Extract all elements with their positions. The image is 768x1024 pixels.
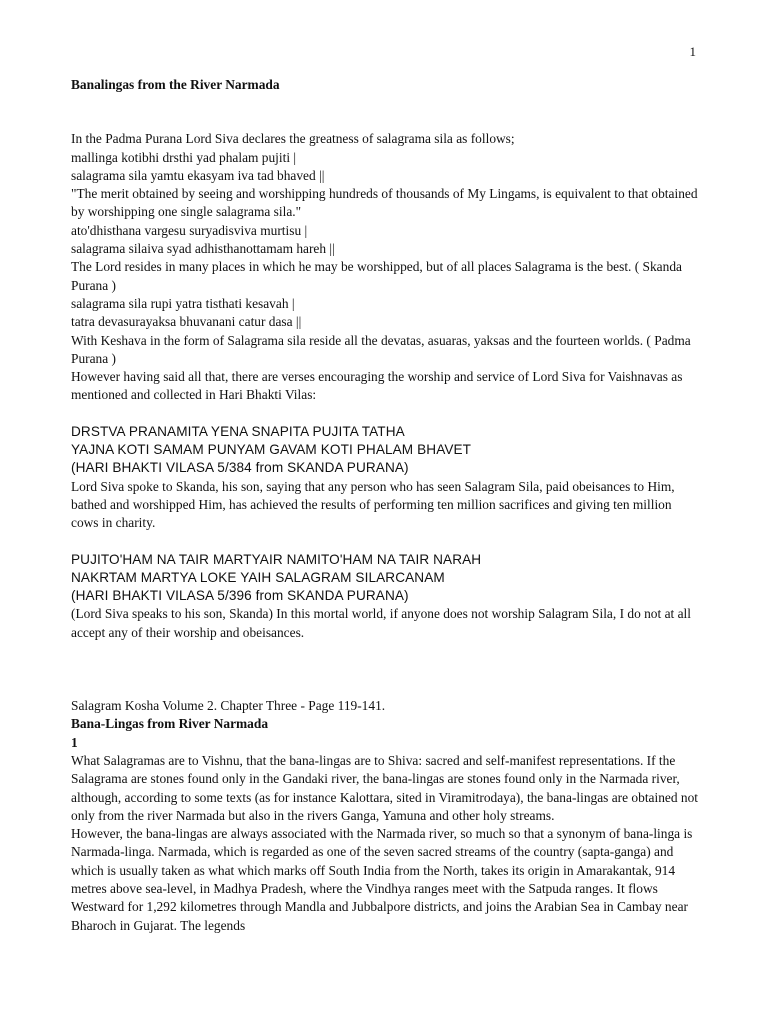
paragraph: "The merit obtained by seeing and worshipping hundreds of thousands of My Lingams, is equivalent to that obtained by worshipping one single salagrama sila." — [71, 186, 698, 220]
paragraph: However having said all that, there are verses encouraging the worship and service of Lord Siva for Vaishnavas as mentioned and collected in Hari Bhakti Vilas: — [71, 369, 683, 403]
paragraph: What Salagramas are to Vishnu, that the bana-lingas are to Shiva: sacred and self-manifest representations. If the Salagrama are stones found only in the Gandaki river, the bana-lingas are stones found only in the Narmada river, although, according to some texts (as for instance Kalottara, sited in Viramitrodaya), the bana-lingas are obtained not only from the river Narmada but also in the rivers Ganga, Yamuna and other holy streams. — [71, 752, 698, 823]
paragraph: With Keshava in the form of Salagrama sila reside all the devatas, asuaras, yaksas and the fourteen worlds. ( Padma Purana ) — [71, 332, 691, 366]
verse-translation: (Lord Siva speaks to his son, Skanda) In this mortal world, if anyone does not worship Salagram Sila, I do not at all accept any of their worship and obeisances. — [71, 606, 691, 640]
sanskrit-verse-line: PUJITO'HAM NA TAIR MARTYAIR NAMITO'HAM NA TAIR NARAH — [71, 551, 482, 567]
sanskrit-verse-line: NAKRTAM MARTYA LOKE YAIH SALAGRAM SILARCANAM — [71, 569, 445, 585]
paragraph: The Lord resides in many places in which he may be worshipped, but of all places Salagrama is the best. ( Skanda Purana ) — [71, 259, 682, 293]
section-heading: Bana-Lingas from River Narmada — [71, 716, 269, 732]
sanskrit-verse-line: YAJNA KOTI SAMAM PUNYAM GAVAM KOTI PHALAM BHAVET — [71, 442, 472, 458]
page-number: 1 — [689, 44, 696, 59]
paragraph: However, the bana-lingas are always associated with the Narmada river, so much so that a synonym of bana-linga is Narmada-linga. Narmada, which is regarded as one of the seven sacred streams of the country (sapta-ganga) and which is usually taken as what which marks off South India from the North, takes its origin in Amarakantak, 914 metres above sea-level, in Madhya Pradesh, where the Vindhya ranges meet with the Satpuda ranges. It flows Westward for 1,292 kilometres through Mandla and Jubbalpore districts, and joins the Arabian Sea in Cambay near Bharoch in Gujarat. The legends — [71, 826, 693, 933]
verse-line: ato'dhisthana vargesu suryadisviva murtisu | — [71, 222, 308, 238]
verse-line: salagrama silaiva syad adhisthanottamam hareh || — [71, 241, 335, 257]
verse-line: mallinga kotibhi drsthi yad phalam pujiti | — [71, 149, 297, 165]
verse-reference: (HARI BHAKTI VILASA 5/384 from SKANDA PURANA) — [71, 460, 409, 476]
verse-line: salagrama sila rupi yatra tisthati kesavah | — [71, 295, 295, 311]
sanskrit-verse-line: DRSTVA PRANAMITA YENA SNAPITA PUJITA TATHA — [71, 423, 405, 439]
verse-translation: Lord Siva spoke to Skanda, his son, saying that any person who has seen Salagram Sila, paid obeisances to Him, bathed and worshipped Him, has achieved the results of performing ten million sacrifices and giving ten million cows in charity. — [71, 478, 675, 531]
source-citation: Salagram Kosha Volume 2. Chapter Three - Page 119-141. — [71, 698, 386, 714]
document-body — [71, 76, 701, 935]
verse-line: tatra devasurayaksa bhuvanani catur dasa || — [71, 314, 302, 330]
verse-line: salagrama sila yamtu ekasyam iva tad bhaved || — [71, 167, 325, 183]
section-number: 1 — [71, 734, 78, 750]
paragraph: In the Padma Purana Lord Siva declares the greatness of salagrama sila as follows; — [71, 131, 515, 147]
verse-reference: (HARI BHAKTI VILASA 5/396 from SKANDA PURANA) — [71, 588, 409, 604]
document-title: Banalingas from the River Narmada — [71, 77, 280, 92]
